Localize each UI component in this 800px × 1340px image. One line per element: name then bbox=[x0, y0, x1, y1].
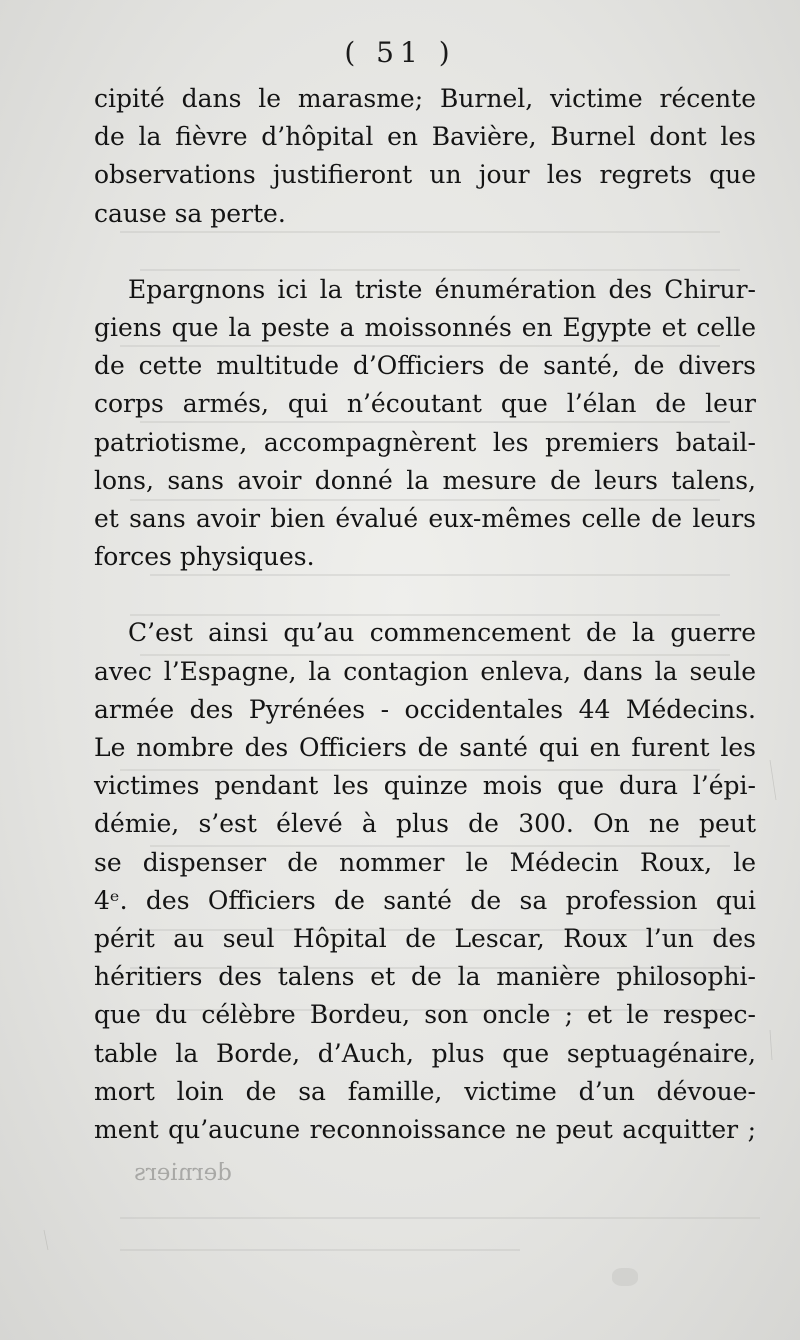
paragraph-3 bbox=[94, 614, 756, 1149]
text-line: armée des Pyrénées - occidentales 44 Médecins. bbox=[94, 694, 756, 724]
ink-smudge bbox=[612, 1268, 638, 1286]
paragraph-1 bbox=[94, 80, 756, 233]
paragraph-gap bbox=[94, 576, 756, 614]
text-line: forces physiques. bbox=[94, 542, 315, 572]
text-line: que du célèbre Bordeu, son oncle ; et le respec- bbox=[94, 1000, 756, 1030]
text-line: avec l’Espagne, la contagion enleva, dans la seule bbox=[94, 656, 756, 686]
text-line: se dispenser de nommer le Médecin Roux, le bbox=[94, 847, 756, 877]
text-line: Le nombre des Officiers de santé qui en furent les bbox=[94, 733, 756, 763]
show-through-catchword: derniers bbox=[134, 1160, 232, 1186]
text-line: périt au seul Hôpital de Lescar, Roux l’un des bbox=[94, 924, 756, 954]
text-line: observations justifieront un jour les regrets que bbox=[94, 160, 756, 190]
text-line: cipité dans le marasme; Burnel, victime récente bbox=[94, 84, 756, 113]
text-line: de cette multitude d’Officiers de santé, de divers bbox=[94, 351, 756, 381]
text-line: C’est ainsi qu’au commencement de la guerre bbox=[128, 618, 756, 648]
text-line: Epargnons ici la triste énumération des Chirur- bbox=[128, 274, 756, 304]
text-line: patriotisme, accompagnèrent les premiers batail- bbox=[94, 427, 756, 457]
paragraph-2 bbox=[94, 271, 756, 577]
text-line: héritiers des talens et de la manière philosophi- bbox=[94, 962, 756, 992]
text-line: démie, s’est élevé à plus de 300. On ne peut bbox=[94, 809, 756, 839]
text-line: table la Borde, d’Auch, plus que septuagénaire, bbox=[94, 1038, 756, 1068]
text-line: lons, sans avoir donné la mesure de leurs talens, bbox=[94, 465, 756, 495]
page-number: ( 51 ) bbox=[344, 36, 456, 69]
text-line: mort loin de sa famille, victime d’un dévoue- bbox=[94, 1076, 756, 1106]
text-line: de la fièvre d’hôpital en Bavière, Burnel dont les bbox=[94, 122, 756, 152]
text-line: giens que la peste a moissonnés en Egypte et celle bbox=[94, 313, 756, 343]
text-line: ment qu’aucune reconnoissance ne peut acquitter ; bbox=[94, 1115, 756, 1145]
text-line: victimes pendant les quinze mois que dura l’épi- bbox=[94, 771, 756, 801]
body-text bbox=[94, 80, 756, 1149]
text-line: 4ᵉ. des Officiers de santé de sa profession qui bbox=[94, 885, 756, 915]
text-line: corps armés, qui n’écoutant que l’élan de leur bbox=[94, 389, 756, 419]
paragraph-gap bbox=[94, 233, 756, 271]
text-line: cause sa perte. bbox=[94, 198, 286, 228]
text-line: et sans avoir bien évalué eux-mêmes celle de leurs bbox=[94, 504, 756, 534]
